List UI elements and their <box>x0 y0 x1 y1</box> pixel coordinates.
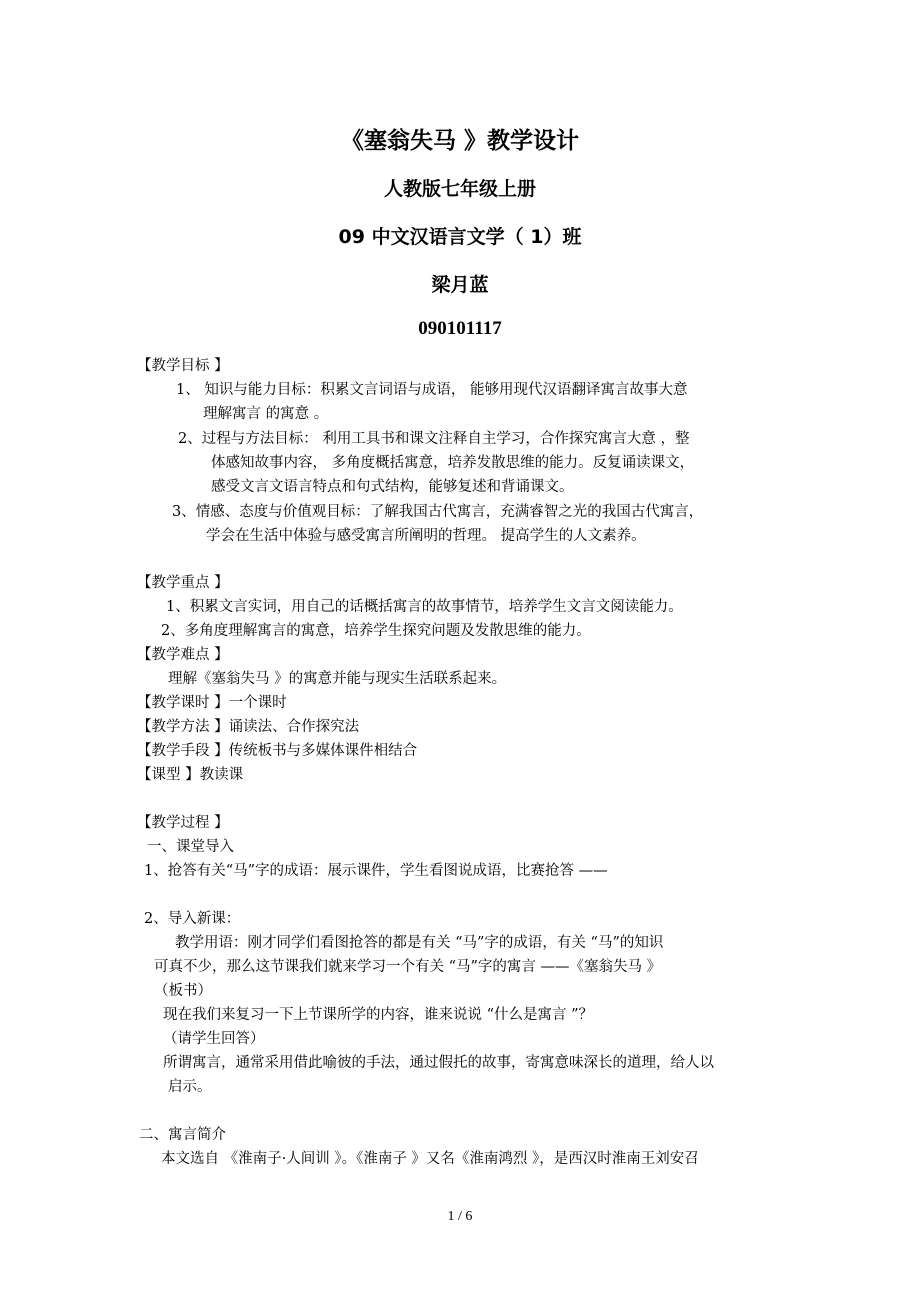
key-points-heading: 【教学重点 】 <box>137 575 229 591</box>
teaching-method: 【教学方法 】诵读法、合作探究法 <box>137 719 360 735</box>
class-hours: 【教学课时 】一个课时 <box>137 695 287 711</box>
section-2-heading: 二、寓言简介 <box>139 1127 226 1143</box>
step-1: 1、抢答有关“马”字的成语：展示课件，学生看图说成语，比赛抢答 —— <box>144 863 608 879</box>
paragraph-4-line-2: 启示。 <box>168 1079 212 1095</box>
goals-heading: 【教学目标 】 <box>137 358 229 374</box>
goal-2-line-3: 感受文言文语言特点和句式结构，能够复述和背诵课文。 <box>211 479 574 495</box>
page-number: 1 / 6 <box>447 1209 473 1224</box>
goal-3-line-1: 3、情感、态度与价值观目标：了解我国古代寓言，充满睿智之光的我国古代寓言， <box>172 504 704 520</box>
paragraph-1-line-1: 教学用语：刚才同学们看图抢答的都是有关 “马”字的成语，有关 “马”的知识 <box>175 935 664 951</box>
goal-2-line-2: 体感知故事内容， 多角度概括寓意，培养发散思维的能力。反复诵读课文， <box>211 455 695 471</box>
goal-2-line-1: 2、过程与方法目标： 利用工具书和课文注释自主学习，合作探究寓言大意 ，整 <box>178 431 690 447</box>
paragraph-4-line-1: 所谓寓言，通常采用借此喻彼的手法，通过假托的故事，寄寓意味深长的道理，给人以 <box>163 1055 714 1071</box>
paragraph-1-line-3: （板书） <box>154 983 212 999</box>
lesson-type: 【课型 】教读课 <box>137 767 244 783</box>
key-point-2: 2、多角度理解寓言的寓意，培养学生探究问题及发散思维的能力。 <box>161 623 591 639</box>
goal-1-line-2: 理解寓言 的寓意 。 <box>203 406 329 422</box>
goal-1-line-1: 1、 知识与能力目标：积累文言词语与成语， 能够用现代汉语翻译寓言故事大意 <box>176 382 688 398</box>
difficulty-text: 理解《塞翁失马 》的寓意并能与现实生活联系起来。 <box>168 671 507 687</box>
paragraph-5: 本文选自 《淮南子·人间训 》。《淮南子 》又名《淮南鸿烈 》，是西汉时淮南王刘安召 <box>161 1151 699 1167</box>
paragraph-3: （请学生回答） <box>163 1031 265 1047</box>
goal-3-line-2: 学会在生活中体验与感受寓言所阐明的哲理。 提高学生的人文素养。 <box>206 528 646 544</box>
class-subtitle: 09 中文汉语言文学（ 1）班 <box>338 226 582 248</box>
section-1-heading: 一、课堂导入 <box>147 839 234 855</box>
step-2: 2、导入新课： <box>144 911 241 927</box>
key-point-1: 1、积累文言实词，用自己的话概括寓言的故事情节，培养学生文言文阅读能力。 <box>166 599 683 615</box>
author-name: 梁月蓝 <box>431 274 489 296</box>
teaching-means: 【教学手段 】传统板书与多媒体课件相结合 <box>137 743 418 759</box>
process-heading: 【教学过程 】 <box>137 815 229 831</box>
paragraph-2: 现在我们来复习一下上节课所学的内容，谁来说说 “什么是寓言 ”？ <box>163 1007 594 1023</box>
edition-subtitle: 人教版七年级上册 <box>383 178 536 200</box>
student-id: 090101117 <box>418 318 502 339</box>
difficulty-heading: 【教学难点 】 <box>137 647 229 663</box>
document-title: 《塞翁失马 》教学设计 <box>340 128 579 154</box>
paragraph-1-line-2: 可真不少，那么这节课我们就来学习一个有关 “马”字的寓言 ——《塞翁失马 》 <box>154 959 662 975</box>
